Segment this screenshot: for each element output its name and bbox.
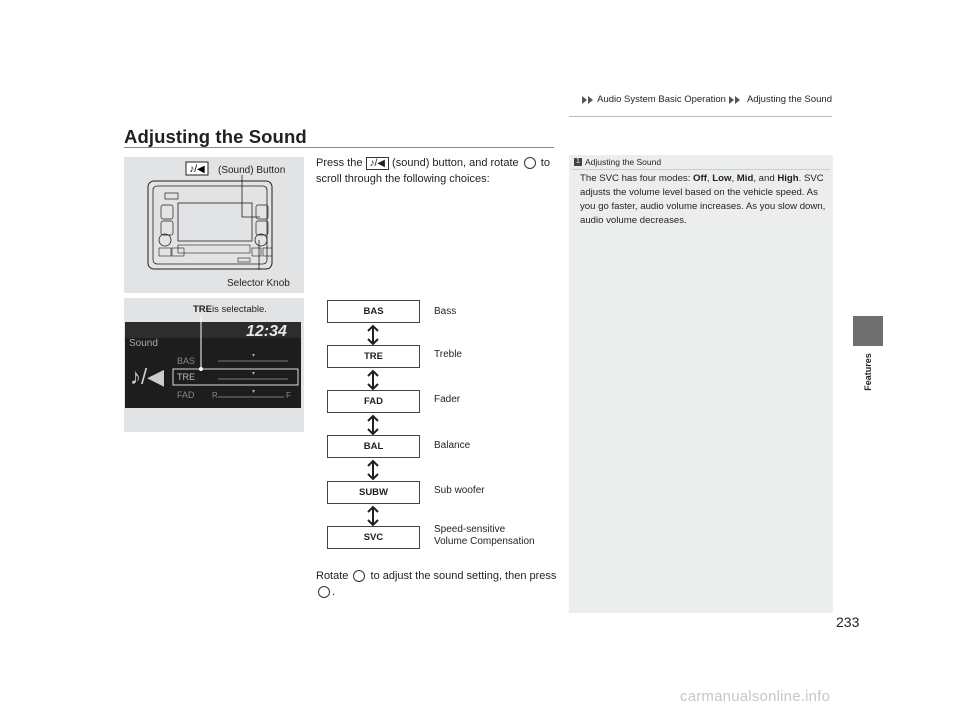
breadcrumb-item[interactable]: Adjusting the Sound	[746, 94, 832, 105]
flow-label: Treble	[434, 349, 462, 360]
row-label: FAD	[177, 390, 195, 400]
flow-label: Balance	[434, 440, 471, 451]
breadcrumb-item[interactable]: Audio System Basic Operation	[597, 94, 726, 105]
sound-display-figure	[124, 298, 304, 432]
up-down-arrow-icon	[366, 414, 380, 436]
outro-paragraph	[316, 568, 561, 600]
fader-right-label: F	[286, 391, 291, 400]
note-heading	[574, 157, 661, 167]
header-rule	[569, 116, 832, 117]
intro-text: Press the	[316, 157, 366, 169]
flow-box: FAD	[327, 390, 420, 413]
flow-box: BAS	[327, 300, 420, 323]
note-number-icon: 1	[574, 158, 582, 166]
outro-text: .	[332, 586, 336, 598]
flow-label-line: Speed-sensitive	[434, 524, 506, 535]
mode-mid: Mid	[736, 173, 754, 184]
screen-title: Sound	[129, 338, 158, 349]
outro-text: to adjust the sound setting, then press	[367, 570, 557, 582]
mode-off: Off	[693, 173, 707, 184]
sound-icon: ♪/◀	[130, 364, 165, 389]
intro-text: (sound) button, and rotate	[389, 157, 522, 169]
row-label: TRE	[177, 372, 195, 382]
outro-text: Rotate	[316, 570, 352, 582]
sound-display-illustration	[124, 298, 304, 432]
breadcrumb-arrow-icon	[582, 96, 587, 104]
breadcrumb-separator-icon	[729, 96, 744, 104]
audio-unit-illustration	[124, 157, 304, 293]
flow-label: Bass	[434, 306, 457, 317]
page-number: 233	[836, 614, 860, 630]
callout-bold: TRE	[193, 304, 212, 315]
intro-text: to scroll through the following choices:	[316, 157, 550, 185]
row-label: BAS	[177, 356, 196, 366]
mode-high: High	[777, 173, 799, 184]
section-tab[interactable]	[852, 342, 884, 402]
press-knob-icon	[318, 586, 330, 598]
selector-knob-label: Selector Knob	[227, 278, 290, 289]
note-heading-text: Adjusting the Sound	[585, 157, 662, 167]
screen-clock: 12:34	[246, 323, 287, 340]
watermark: carmanualsonline.info	[680, 688, 831, 705]
flow-box: SUBW	[327, 481, 420, 504]
flow-box: SVC	[327, 526, 420, 549]
callout-text: is selectable.	[212, 304, 267, 315]
sound-button-label: (Sound) Button	[218, 165, 286, 176]
up-down-arrow-icon	[366, 459, 380, 481]
up-down-arrow-icon	[366, 324, 380, 346]
breadcrumb	[582, 94, 832, 105]
sound-button-icon: ♪/◀	[189, 164, 205, 175]
selector-knob-icon	[524, 157, 536, 169]
note-body: The SVC has four modes: Off, Low, Mid, and High. SVC adjusts the volume level based on the vehicle speed. As you go faster, audio volume increases. As you slow down, audio volume decreases.	[580, 173, 826, 226]
breadcrumb-arrow-icon	[588, 96, 593, 104]
title-rule	[124, 147, 554, 148]
intro-paragraph	[316, 155, 556, 187]
note-rule	[572, 169, 830, 170]
flow-box: TRE	[327, 345, 420, 368]
mode-low: Low	[712, 173, 732, 184]
section-tab-label: Features	[863, 353, 873, 391]
fader-left-label: R	[212, 391, 218, 400]
page-title: Adjusting the Sound	[124, 126, 307, 147]
flow-label: Fader	[434, 394, 461, 405]
flow-box: BAL	[327, 435, 420, 458]
sound-button-icon: ♪/◀	[366, 157, 389, 170]
flow-label	[434, 524, 535, 548]
up-down-arrow-icon	[366, 505, 380, 527]
selector-knob-icon	[353, 570, 365, 582]
flow-label: Sub woofer	[434, 485, 485, 496]
audio-unit-figure	[124, 157, 304, 293]
flow-label-line: Volume Compensation	[434, 536, 535, 547]
up-down-arrow-icon	[366, 369, 380, 391]
